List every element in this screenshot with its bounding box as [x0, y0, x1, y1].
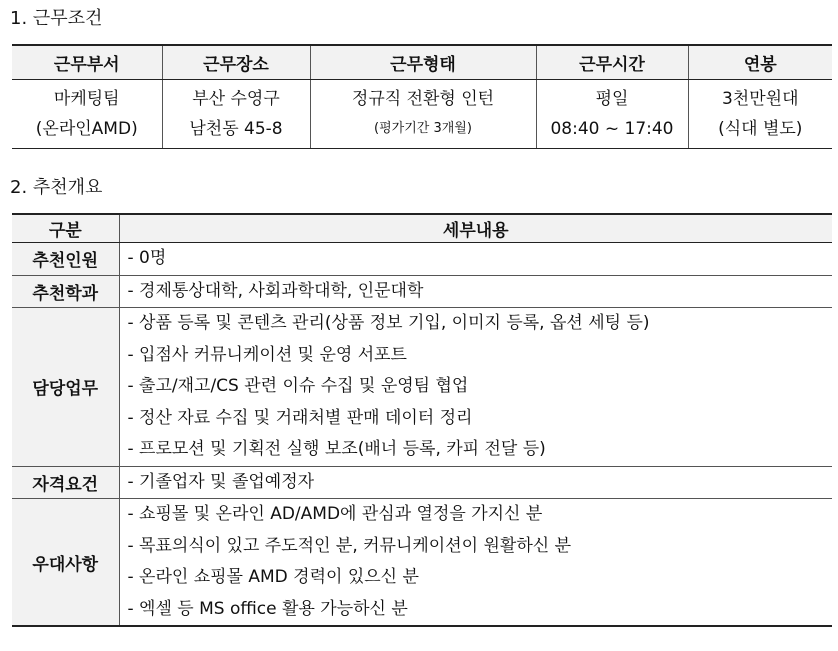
list-item: - 목표의식이 있고 주도적인 분, 커뮤니케이션이 원활하신 분	[127, 535, 571, 556]
table-row	[12, 80, 832, 149]
list-item: - 상품 등록 및 콘텐츠 관리(상품 정보 기입, 이미지 등록, 옵션 세팅 등)	[127, 313, 650, 333]
work-conditions-table	[12, 44, 832, 149]
table-row	[12, 499, 832, 627]
row-label: 추천학과	[12, 275, 119, 308]
row-label: 우대사항	[12, 499, 119, 627]
header-location: 근무장소	[162, 45, 310, 80]
row-label: 자격요건	[12, 466, 119, 499]
list-item: - 출고/재고/CS 관련 이슈 수집 및 운영팀 협업	[127, 376, 469, 396]
row-label: 추천인원	[12, 243, 119, 276]
header-employment-type: 근무형태	[310, 45, 536, 80]
row-content	[119, 499, 832, 627]
row-content	[119, 466, 832, 499]
row-content	[119, 243, 832, 276]
list-item: - 입점사 커뮤니케이션 및 운영 서포트	[127, 344, 407, 365]
table-header-row	[12, 45, 832, 80]
cell-work-hours: 평일 08:40 ~ 17:40	[536, 80, 688, 149]
header-work-hours: 근무시간	[536, 45, 688, 80]
list-item: - 정산 자료 수집 및 거래처별 판매 데이터 정리	[127, 407, 473, 428]
list-item: - 쇼핑몰 및 온라인 AD/AMD에 관심과 열정을 가지신 분	[127, 504, 543, 524]
table-row	[12, 275, 832, 308]
cell-employment-type: 정규직 전환형 인턴 (평가기간 3개월)	[310, 80, 536, 149]
cell-salary: 3천만원대 (식대 별도)	[688, 80, 832, 149]
cell-location: 부산 수영구 남천동 45-8	[162, 80, 310, 149]
cell-department: 마케팅팀 (온라인AMD)	[12, 80, 162, 149]
section-title-work-conditions: 1. 근무조건	[10, 8, 103, 29]
header-department: 근무부서	[12, 45, 162, 80]
row-content	[119, 308, 832, 467]
list-item: - 기졸업자 및 졸업예정자	[127, 471, 315, 492]
header-details: 세부내용	[119, 214, 832, 243]
list-item: - 0명	[127, 248, 167, 268]
list-item: - 엑셀 등 MS office 활용 가능하신 분	[127, 598, 408, 619]
table-row	[12, 466, 832, 499]
recommendation-overview-table	[12, 213, 832, 627]
header-category: 구분	[12, 214, 119, 243]
header-salary: 연봉	[688, 45, 832, 80]
table-header-row	[12, 214, 832, 243]
list-item: - 온라인 쇼핑몰 AMD 경력이 있으신 분	[127, 567, 419, 587]
section-title-recommendation-overview: 2. 추천개요	[10, 177, 103, 198]
table-row	[12, 308, 832, 467]
table-row	[12, 243, 832, 276]
list-item: - 경제통상대학, 사회과학대학, 인문대학	[127, 280, 424, 301]
list-item: - 프로모션 및 기획전 실행 보조(배너 등록, 카피 전달 등)	[127, 439, 546, 459]
row-content	[119, 275, 832, 308]
row-label: 담당업무	[12, 308, 119, 467]
